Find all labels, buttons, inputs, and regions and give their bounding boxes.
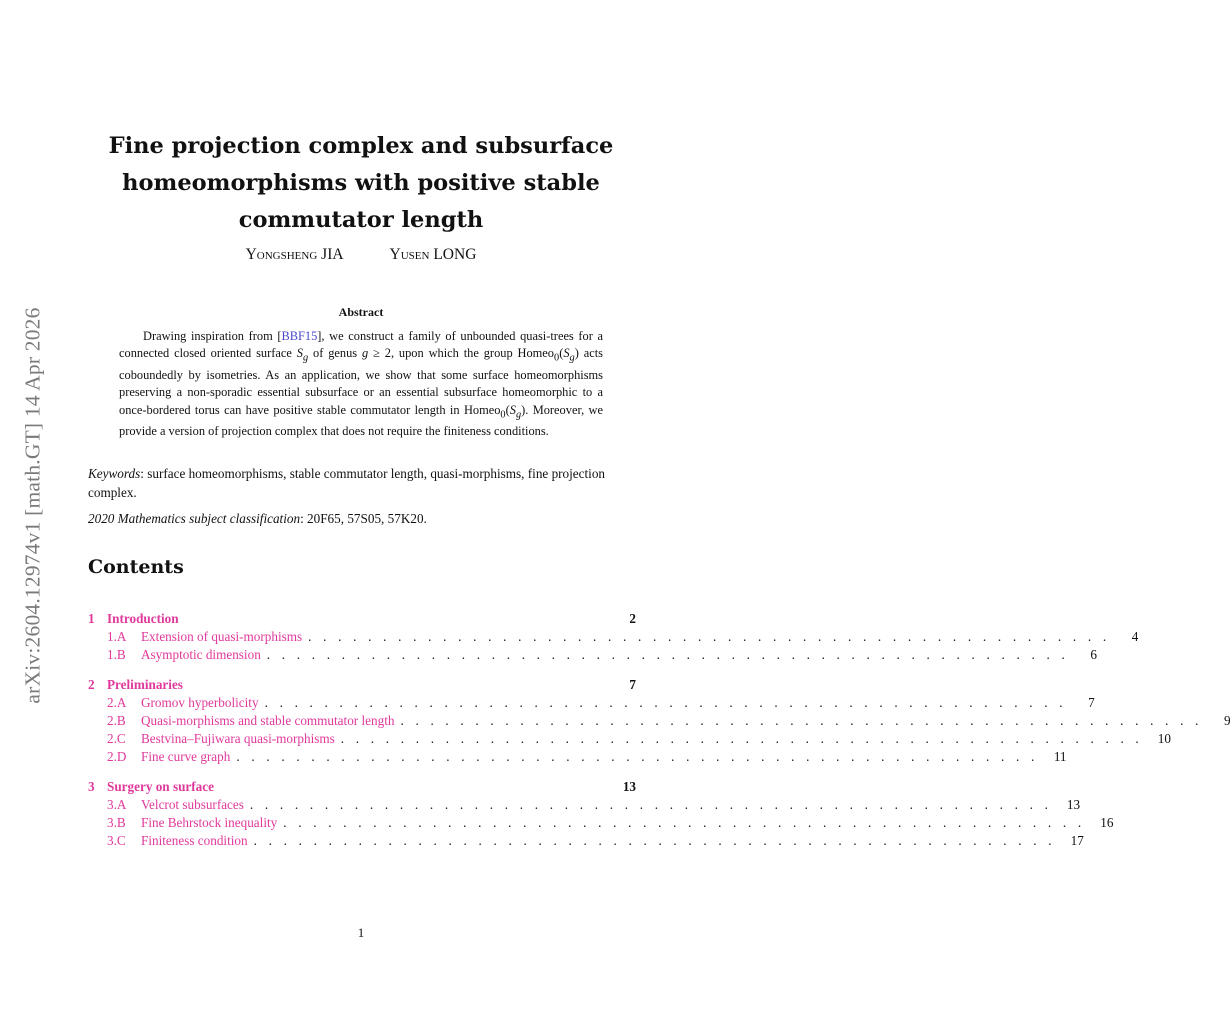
- toc-page-number: 17: [1070, 833, 1084, 848]
- toc-subsection-title[interactable]: Asymptotic dimension: [141, 647, 261, 662]
- toc-subsection-entry[interactable]: [88, 647, 1097, 665]
- toc-section: [88, 677, 1231, 767]
- title-line: commutator length: [238, 207, 484, 233]
- abstract-text: Drawing inspiration from [BBF15], we construct a family of unbounded quasi-trees for a connected closed oriented surface $S_g$ of genus g ≥ 2, upon which the group $Homeo_0(S_g)$ acts coboundedly by isometries. As an application, we show that some surface homeomorphisms preserving a non-sporadic essential subsurface or an essential subsurface homeomorphic to a once-bordered torus can have positive stable commutator length in $Homeo_0(S_g)$. Moreover, we provide a version of projection complex that does not require the finiteness conditions.: [119, 329, 603, 439]
- toc-leader-dots: . . . . . . . . . . . . . . . . . . . . . . . . . . . . . . . . . . . . . . . . . . . . . . . . . . . . . .: [283, 815, 1086, 830]
- toc-subsection-entry[interactable]: [88, 833, 1084, 851]
- title-line: Fine projection complex and subsurface: [108, 133, 614, 159]
- toc-section-number: 3: [88, 779, 95, 794]
- toc-subsection-number: 1.A: [107, 629, 127, 644]
- toc-subsection-entry[interactable]: [88, 815, 1114, 833]
- toc-subsection-entry[interactable]: [88, 749, 1067, 767]
- toc-subsection-title[interactable]: Gromov hyperbolicity: [141, 695, 259, 710]
- toc-leader-dots: . . . . . . . . . . . . . . . . . . . . . . . . . . . . . . . . . . . . . . . . . . . . . . . . . . . . . .: [253, 833, 1056, 848]
- toc-leader-dots: . . . . . . . . . . . . . . . . . . . . . . . . . . . . . . . . . . . . . . . . . . . . . . . . . . . . . .: [308, 629, 1111, 644]
- msc-classification: 2020 Mathematics subject classification: 20F65, 57S05, 57K20.: [88, 511, 427, 526]
- toc-subsection-number: 2.A: [107, 695, 127, 710]
- toc-leader-dots: . . . . . . . . . . . . . . . . . . . . . . . . . . . . . . . . . . . . . . . . . . . . . . . . . . . . . .: [400, 713, 1203, 728]
- page-number: 1: [357, 925, 365, 940]
- toc-subsection-number: 3.C: [107, 833, 126, 848]
- toc-section-number: 1: [88, 611, 95, 626]
- toc-leader-dots: . . . . . . . . . . . . . . . . . . . . . . . . . . . . . . . . . . . . . . . . . . . . . . . . . . . . . .: [236, 749, 1039, 764]
- toc-page-number: 7: [1088, 695, 1095, 710]
- title-line: homeomorphisms with positive stable: [122, 170, 600, 196]
- author: Yongsheng JIA: [245, 246, 344, 263]
- toc-page-number: 9: [1224, 713, 1231, 728]
- toc-subsection-entry[interactable]: [88, 731, 1171, 749]
- toc-subsection-number: 2.B: [107, 713, 126, 728]
- toc-subsection-entry[interactable]: [88, 713, 1231, 731]
- toc-page-number: 2: [629, 611, 636, 626]
- toc-section-title[interactable]: Surgery on surface: [107, 779, 214, 794]
- toc-section: [88, 779, 1114, 851]
- toc-subsection-number: 2.D: [107, 749, 127, 764]
- toc-page-number: 7: [629, 677, 636, 692]
- arxiv-identifier[interactable]: arXiv:2604.12974v1 [math.GT] 14 Apr 2026: [20, 307, 45, 704]
- toc-section-entry[interactable]: [88, 677, 636, 695]
- toc-subsection-number: 1.B: [107, 647, 126, 662]
- toc-section-entry[interactable]: [88, 611, 636, 629]
- toc-page-number: 6: [1090, 647, 1097, 662]
- toc-subsection-title[interactable]: Finiteness condition: [141, 833, 248, 848]
- toc-leader-dots: . . . . . . . . . . . . . . . . . . . . . . . . . . . . . . . . . . . . . . . . . . . . . . . . . . . . . .: [266, 647, 1069, 662]
- toc-section-entry[interactable]: [88, 779, 636, 797]
- toc-section-title[interactable]: Preliminaries: [107, 677, 183, 692]
- toc-section-number: 2: [88, 677, 95, 692]
- keywords: Keywords: surface homeomorphisms, stable commutator length, quasi-morphisms, fine projection complex.: [88, 466, 606, 500]
- toc-subsection-number: 3.A: [107, 797, 127, 812]
- author-list: [88, 246, 634, 264]
- toc-subsection-number: 2.C: [107, 731, 126, 746]
- abstract-heading: Abstract: [338, 305, 384, 319]
- toc-subsection-title[interactable]: Bestvina–Fujiwara quasi-morphisms: [141, 731, 335, 746]
- toc-leader-dots: . . . . . . . . . . . . . . . . . . . . . . . . . . . . . . . . . . . . . . . . . . . . . . . . . . . . . .: [249, 797, 1053, 812]
- toc-subsection-entry[interactable]: [88, 695, 1095, 713]
- author: Yusen LONG: [389, 246, 477, 263]
- toc-page-number: 16: [1100, 815, 1114, 830]
- arxiv-stamp: [12, 283, 54, 728]
- toc-subsection-entry[interactable]: [88, 629, 1139, 647]
- toc-subsection-title[interactable]: Velcrot subsurfaces: [141, 797, 244, 812]
- toc-subsection-title[interactable]: Fine curve graph: [141, 749, 231, 764]
- paper-title: [88, 128, 634, 239]
- toc-subsection-entry[interactable]: [88, 797, 1081, 815]
- toc-subsection-number: 3.B: [107, 815, 126, 830]
- citation-link[interactable]: BBF15: [281, 329, 318, 343]
- toc-page-number: 13: [1066, 797, 1081, 812]
- table-of-contents: [88, 611, 1231, 863]
- toc-subsection-title[interactable]: Fine Behrstock inequality: [141, 815, 278, 830]
- toc-subsection-title[interactable]: Quasi-morphisms and stable commutator length: [141, 713, 395, 728]
- toc-page-number: 13: [622, 779, 636, 794]
- toc-leader-dots: . . . . . . . . . . . . . . . . . . . . . . . . . . . . . . . . . . . . . . . . . . . . . . . . . . . . . .: [264, 695, 1067, 710]
- toc-page-number: 11: [1053, 749, 1067, 764]
- toc-leader-dots: . . . . . . . . . . . . . . . . . . . . . . . . . . . . . . . . . . . . . . . . . . . . . . . . . . . . . .: [340, 731, 1143, 746]
- toc-page-number: 4: [1131, 629, 1139, 644]
- toc-section: [88, 611, 1139, 665]
- toc-subsection-title[interactable]: Extension of quasi-morphisms: [141, 629, 303, 644]
- toc-section-title[interactable]: Introduction: [107, 611, 179, 626]
- contents-heading: Contents: [88, 556, 184, 578]
- toc-page-number: 10: [1157, 731, 1171, 746]
